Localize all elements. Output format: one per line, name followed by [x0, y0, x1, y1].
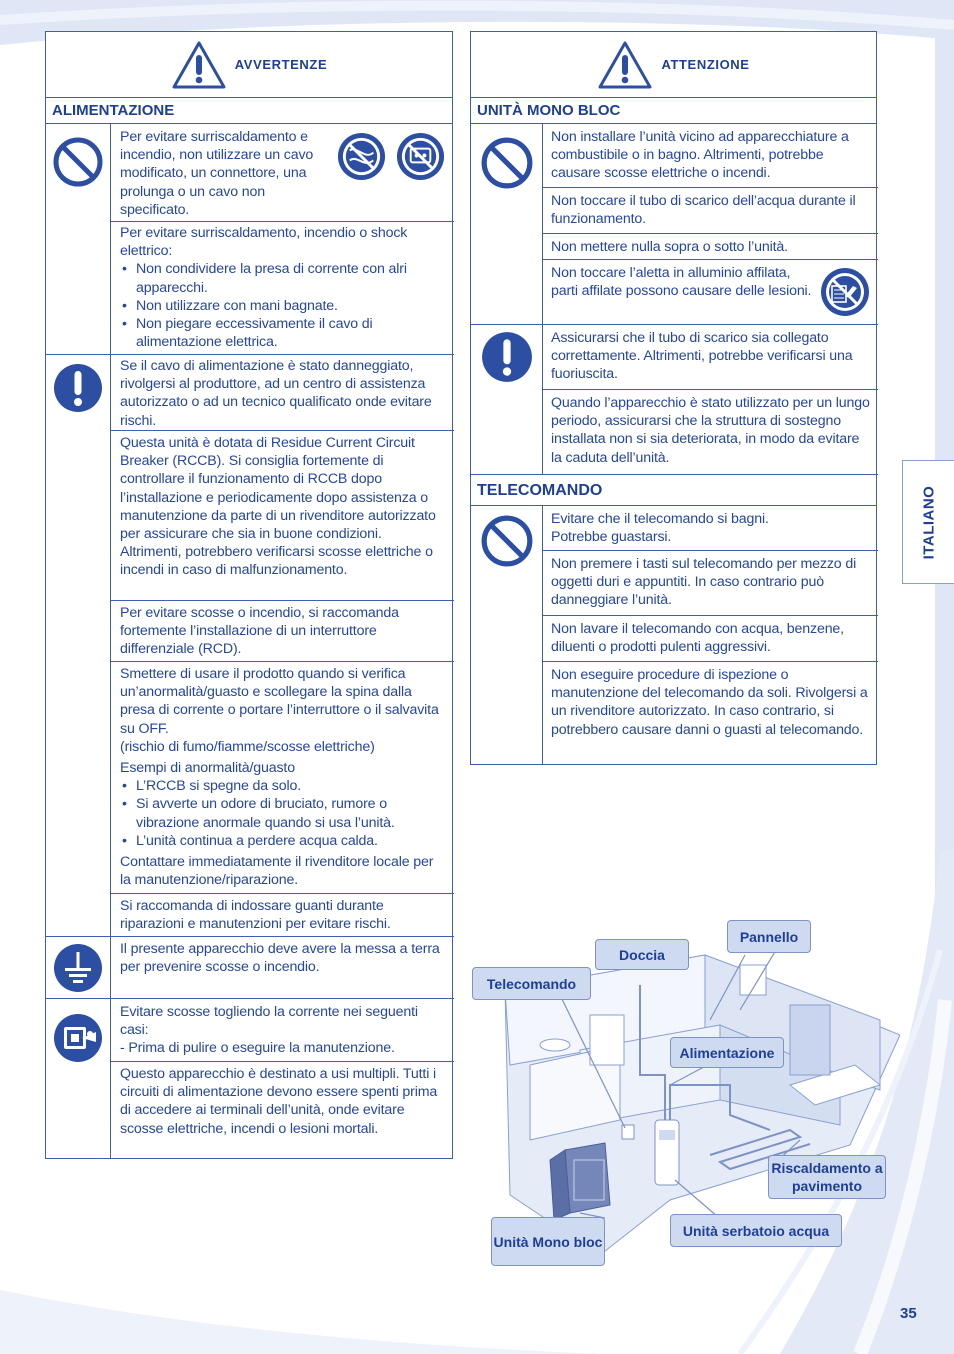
caution-text: Non toccare il tubo di scarico dell’acqua durante il funzionamento.: [551, 193, 856, 228]
warning-text: Questa unità è dotata di Residue Current Circuit Breaker (RCCB). Si consiglia fortemente di controllare il funzionamento di RCCB dopo l’installazione e periodicamente dopo assistenza o manutenzione da parte di un rivenditore autorizzato per assicurare che sia in buone condizioni. Altrimenti, potrebbero verificarsi scosse elettriche o incendi in caso di malfunzionamento.: [120, 435, 436, 579]
caution-text: Potrebbe guastarsi.: [551, 529, 672, 546]
warning-text: Per evitare surriscaldamento e incendio, non utilizzare un cavo modificato, un connettore, una prolunga o un cavo non specificato.: [120, 129, 314, 218]
text-cell-9: [120, 1003, 450, 1058]
caution-text: Quando l’apparecchio è stato utilizzato per un lungo periodo, assicurarsi che la struttura di sostegno installata non si sia deteriorata, in modo da evitare la caduta dell’unità.: [551, 395, 870, 466]
row-divider: [542, 259, 878, 260]
language-tab: [902, 460, 954, 584]
text-cell-1: [120, 128, 330, 219]
examples-list: [120, 777, 446, 850]
icon-cell-prohibit: [471, 506, 542, 606]
list-item: • Non utilizzare con mani bagnate.: [120, 297, 445, 315]
icon-cell-ground: [46, 936, 110, 998]
no-extension-cord-icon: [395, 131, 446, 182]
row-divider: [542, 233, 878, 234]
caution-triangle-icon: [597, 40, 653, 90]
row-divider: [542, 661, 878, 662]
section-telecomando: TELECOMANDO: [471, 474, 876, 506]
column-divider: [110, 124, 111, 1159]
row-divider: [542, 550, 878, 551]
caution-text: Non lavare il telecomando con acqua, benzene, diluenti o prodotti pulenti aggressivi.: [551, 621, 844, 656]
warnings-header: [46, 32, 452, 98]
page-number: 35: [900, 1305, 917, 1322]
caution-text: Assicurarsi che il tubo di scarico sia collegato correttamente. Altrimenti, potrebbe verificarsi una fuoriuscita.: [551, 330, 853, 383]
warning-text: Questo apparecchio è destinato a usi multipli. Tutti i circuiti di alimentazione devono essere spenti prima di accedere ai terminali dell’unità, onde evitare scosse elettriche, incendi o lesioni mortali.: [120, 1066, 438, 1137]
text-cell-r8: [551, 555, 873, 610]
prohibition-icon: [480, 514, 534, 568]
cautions-title: ATTENZIONE: [661, 57, 750, 72]
warning-text: Smettere di usare il prodotto quando si verifica un’anormalità/guasto e scollegare la spina dalla presa di corrente o portare l’interruttore o il salvavita su OFF.: [120, 666, 439, 737]
text-cell-6: [120, 665, 446, 889]
prohibited-icons: [336, 131, 446, 182]
warning-text: (rischio di fumo/fiamme/scosse elettriche): [120, 738, 375, 755]
section-unita-mono-bloc: UNITÀ MONO BLOC: [471, 98, 876, 124]
text-cell-r5: [551, 329, 873, 384]
list-item: • Non piegare eccessivamente il cavo di alimentazione elettrica.: [120, 315, 445, 351]
caution-text: Non eseguire procedure di ispezione o manutenzione del telecomando da soli. Rivolgersi a un rivenditore autorizzato. In caso contrario, si potrebbero causare danni o guasti al telecomando.: [551, 667, 868, 738]
unplug-icon: [52, 1012, 104, 1064]
warning-text: Il presente apparecchio deve avere la messa a terra per prevenire scosse o incendio.: [120, 941, 440, 976]
column-divider: [542, 124, 543, 474]
warning-text: Per evitare surriscaldamento, incendio o shock elettrico:: [120, 225, 408, 260]
warnings-box: [45, 31, 453, 1159]
label-telecomando: Telecomando: [472, 967, 591, 1000]
list-item: • Non condividere la presa di corrente con alri apparecchi.: [120, 260, 445, 296]
text-cell-10: [120, 1065, 440, 1138]
language-label: ITALIANO: [920, 485, 937, 559]
warning-text: Evitare scosse togliendo la corrente nei seguenti casi:: [120, 1004, 418, 1039]
label-alimentazione: Alimentazione: [670, 1037, 784, 1068]
warning-text: Contattare immediatamente il rivenditore locale per la manutenzione/riparazione.: [120, 854, 434, 889]
text-cell-8: [120, 940, 446, 976]
column-divider: [542, 506, 543, 765]
label-pannello: Pannello: [727, 920, 811, 953]
warning-text: Se il cavo di alimentazione è stato danneggiato, rivolgersi al produttore, ad un centro di assistenza autorizzato o ad un tecnico qualificato onde evitare rischi.: [120, 358, 432, 429]
text-cell-r4: [551, 264, 813, 300]
prohibition-icon: [480, 136, 534, 190]
warnings-title: AVVERTENZE: [234, 57, 328, 72]
warning-list: [120, 260, 445, 351]
sharp-fin-icon: [819, 266, 871, 318]
row-divider: [110, 430, 454, 431]
list-item: • L’RCCB si spegne da solo.: [120, 777, 446, 795]
label-serbatoio: Unità serbatoio acqua: [670, 1214, 842, 1247]
examples-heading: Esempi di anormalità/guasto: [120, 760, 295, 777]
no-modified-cable-icon: [336, 131, 387, 182]
list-item: • L’unità continua a perdere acqua calda.: [120, 832, 446, 850]
icon-cell-prohibit: [46, 124, 110, 354]
text-cell-r2: [551, 192, 873, 228]
prohibition-icon: [52, 136, 104, 188]
label-riscaldamento: Riscaldamento a pavimento: [768, 1155, 886, 1199]
text-cell-r3: [551, 238, 873, 256]
row-divider: [110, 661, 454, 662]
warning-text: Si raccomanda di indossare guanti durante riparazioni e manutenzioni per evitare rischi.: [120, 898, 391, 933]
warning-text: Per evitare scosse o incendio, si raccomanda fortemente l’installazione di un interruttore differenziale (RCD).: [120, 605, 399, 658]
icon-cell-unplug: [46, 998, 110, 1158]
mandatory-action-icon: [480, 330, 534, 384]
caution-text: Non installare l’unità vicino ad apparecchiature a combustibile o in bagno. Altrimenti, potrebbe causare scosse elettriche o incendi.: [551, 129, 849, 182]
label-monobloc: Unità Mono bloc: [491, 1217, 605, 1266]
cautions-header: [471, 32, 876, 98]
text-cell-r7: [551, 510, 873, 546]
caution-text: Evitare che il telecomando si bagni.: [551, 511, 769, 527]
cautions-box: [470, 31, 877, 765]
caution-text: Non toccare l’aletta in alluminio affilata, parti affilate possono causare delle lesioni.: [551, 265, 812, 300]
text-cell-r9: [551, 620, 873, 656]
label-doccia: Doccia: [595, 939, 689, 970]
text-cell-r10: [551, 666, 873, 739]
mandatory-action-icon: [52, 362, 104, 414]
list-item: • Si avverte un odore di bruciato, rumore o vibrazione anormale quando si usa l’unità.: [120, 795, 446, 831]
text-cell-5: [120, 604, 442, 659]
icon-cell-mandatory: [471, 324, 542, 474]
earth-ground-icon: [52, 942, 104, 994]
row-divider: [110, 893, 454, 894]
text-cell-r1: [551, 128, 873, 183]
section-alimentazione: ALIMENTAZIONE: [46, 98, 452, 124]
row-divider: [542, 187, 878, 188]
row-divider: [542, 615, 878, 616]
text-cell-2: [120, 224, 445, 351]
row-divider: [110, 1061, 454, 1062]
row-divider: [542, 389, 878, 390]
warning-triangle-icon: [171, 40, 227, 90]
row-divider: [110, 221, 454, 222]
text-cell-3: [120, 357, 450, 430]
icon-cell-mandatory: [46, 354, 110, 934]
row-divider: [110, 600, 454, 601]
text-cell-7: [120, 897, 440, 933]
caution-text: Non premere i tasti sul telecomando per mezzo di oggetti duri e appuntiti. In caso contrario può danneggiare l’unità.: [551, 556, 857, 609]
text-cell-4: [120, 434, 442, 580]
text-cell-r6: [551, 394, 873, 467]
warning-text: - Prima di pulire o eseguire la manutenzione.: [120, 1040, 395, 1057]
caution-text: Non mettere nulla sopra o sotto l’unità.: [551, 239, 788, 255]
icon-cell-prohibit: [471, 124, 542, 324]
